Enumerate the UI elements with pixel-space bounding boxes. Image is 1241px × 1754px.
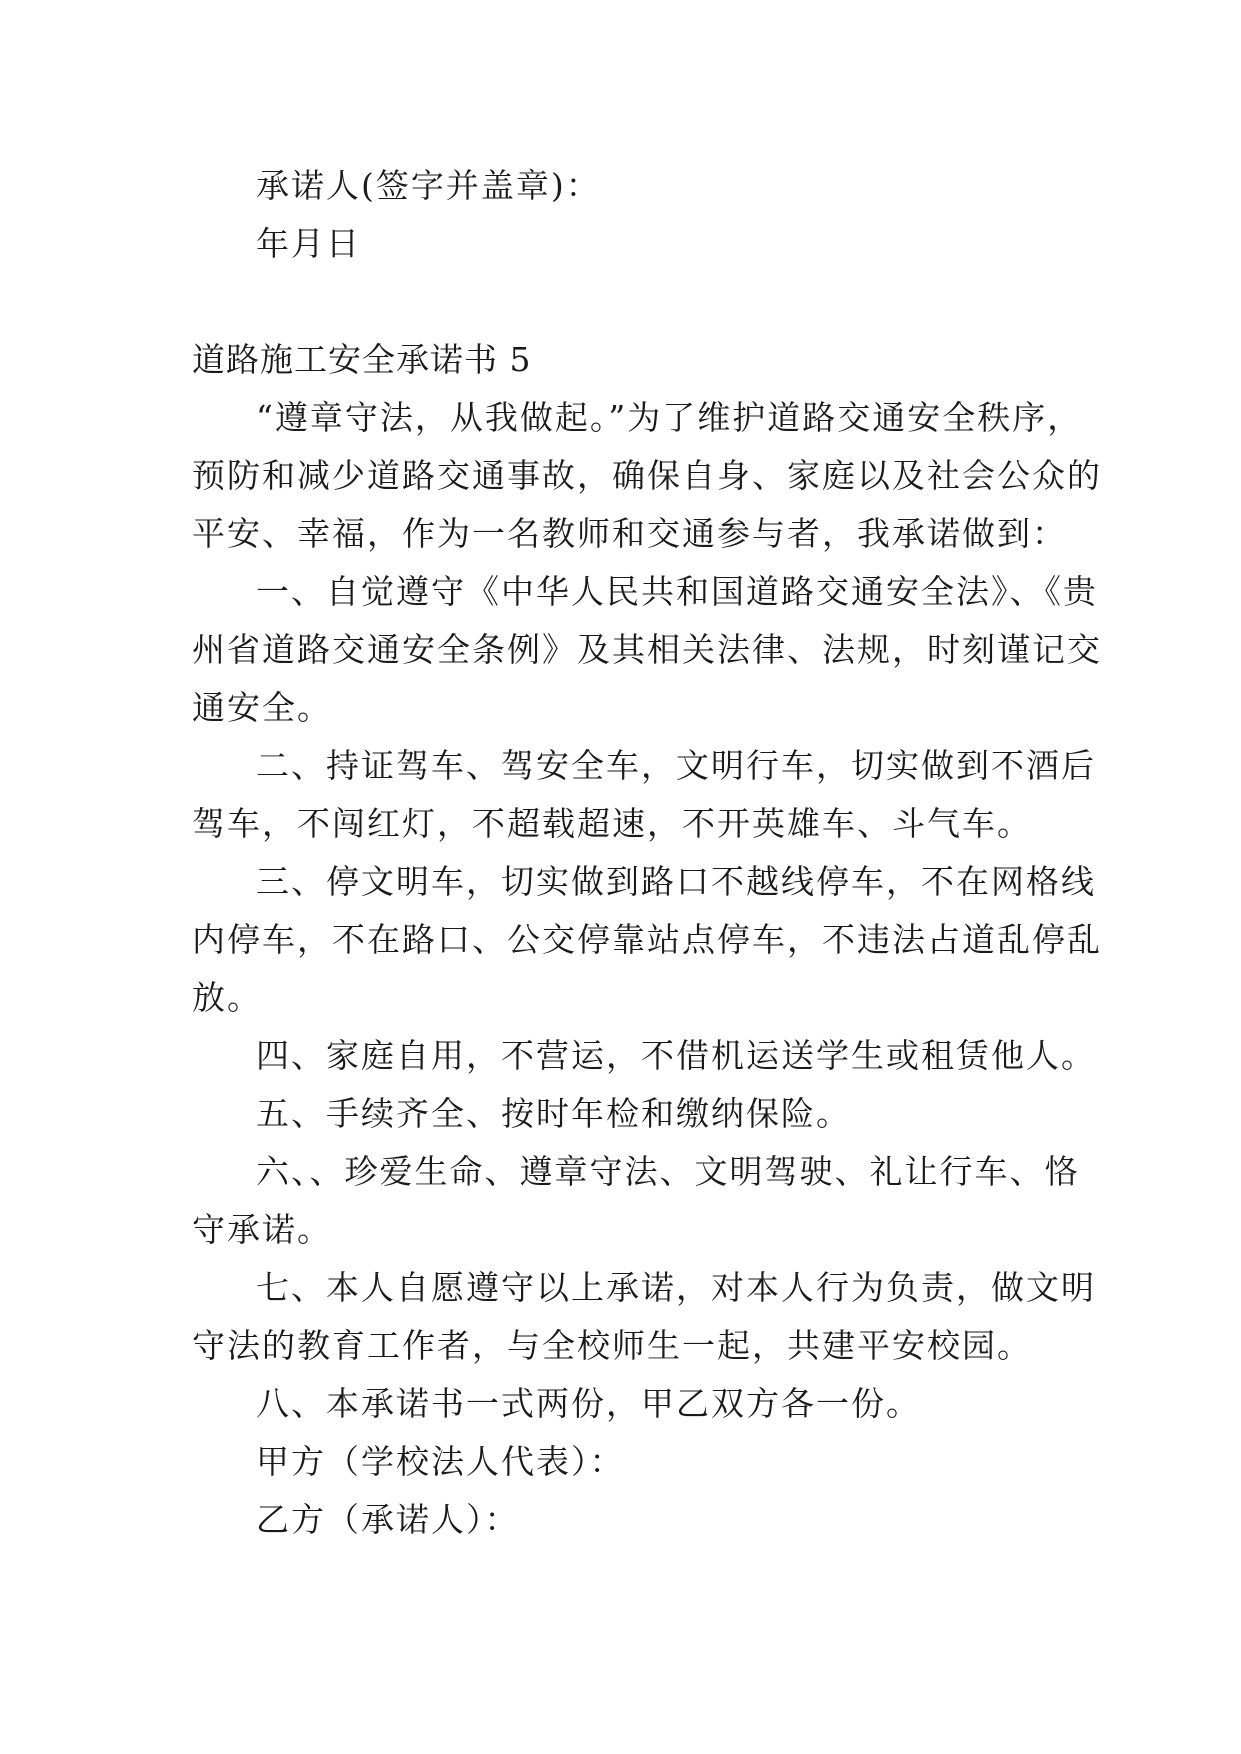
date-line: 年月日 xyxy=(256,224,361,263)
section-title: 道路施工安全承诺书 5 xyxy=(192,340,532,379)
paragraph-line: 平安、幸福，作为一名教师和交通参与者，我承诺做到： xyxy=(192,514,1067,553)
paragraph-line: 六、、珍爱生命、遵章守法、文明驾驶、礼让行车、恪 xyxy=(256,1152,1080,1191)
paragraph-line: 二、持证驾车、驾安全车，文明行车，切实做到不酒后 xyxy=(256,746,1096,785)
paragraph-line: 守承诺。 xyxy=(192,1210,332,1249)
paragraph-line: “遵章守法，从我做起。”为了维护道路交通安全秩序， xyxy=(256,398,1083,437)
party-b-line: 乙方（承诺人）： xyxy=(256,1500,520,1539)
paragraph-line: 守法的教育工作者，与全校师生一起，共建平安校园。 xyxy=(192,1326,1032,1365)
party-a-line: 甲方（学校法人代表）： xyxy=(256,1442,625,1481)
paragraph-line: 州省道路交通安全条例》及其相关法律、法规，时刻谨记交 xyxy=(192,630,1102,669)
paragraph-line: 三、停文明车，切实做到路口不越线停车，不在网格线 xyxy=(256,862,1096,901)
paragraph-line: 通安全。 xyxy=(192,688,332,727)
paragraph-line: 内停车，不在路口、公交停靠站点停车，不违法占道乱停乱 xyxy=(192,920,1102,959)
paragraph-line: 预防和减少道路交通事故，确保自身、家庭以及社会公众的 xyxy=(192,456,1102,495)
paragraph-line: 一、自觉遵守《中华人民共和国道路交通安全法》、《贵 xyxy=(256,572,1098,611)
paragraph-line: 四、家庭自用，不营运，不借机运送学生或租赁他人。 xyxy=(256,1036,1096,1075)
paragraph-line: 八、本承诺书一式两份，甲乙双方各一份。 xyxy=(256,1384,921,1423)
paragraph-line: 驾车，不闯红灯，不超载超速，不开英雄车、斗气车。 xyxy=(192,804,1032,843)
paragraph-line: 七、本人自愿遵守以上承诺，对本人行为负责，做文明 xyxy=(256,1268,1096,1307)
signature-line: 承诺人(签字并盖章)： xyxy=(256,166,601,205)
paragraph-line: 放。 xyxy=(192,978,262,1017)
paragraph-line: 五、手续齐全、按时年检和缴纳保险。 xyxy=(256,1094,851,1133)
